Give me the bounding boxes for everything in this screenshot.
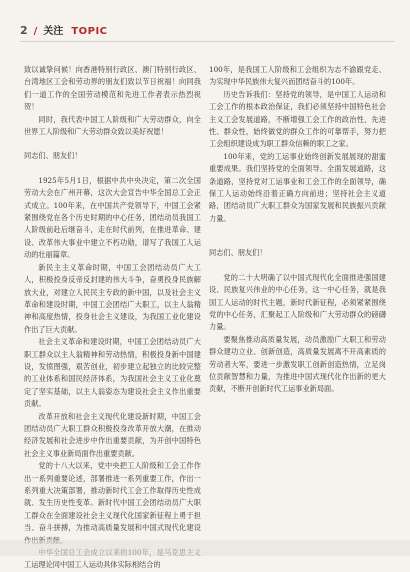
left-column xyxy=(24,64,201,570)
spacer xyxy=(209,225,386,247)
paragraph: 100年来，党的工运事业始终创新发展展现的甜蜜重要成果。我们坚持党的全面领导、全面发展道路，这条道路，坚持党对工运事业和工会工作的全面领导，确保工人运动始终沿着正确方向前进；坚持社会主义道路，团结动员广大职工群众为国家发展和民族振兴贡献力量。 xyxy=(209,151,386,223)
spacer xyxy=(24,138,201,150)
section-title-en: TOPIC xyxy=(71,26,108,37)
article-columns xyxy=(24,64,386,570)
paragraph: 改革开放和社会主义现代化建设新时期，中国工会团结动员广大职工群众积极投身改革开放大潮，在推动经济发展和社会进步中作出重要贡献，为开创中国特色社会主义事业新局面作出重要贡献。 xyxy=(24,411,201,458)
paragraph: 工运理论同中国工人运动具体实际相结合的 xyxy=(24,560,161,570)
page-number: 2 xyxy=(20,24,28,37)
section-title: 关注 xyxy=(43,26,64,37)
paragraph: 新民主主义革命时期，中国工会团结动员广大工人，积极投身反帝反封建的伟大斗争，奋勇投身民族解放大业，对建立人民民主专政的新中国，以及社会主义革命和建设时期，中国工会团结广大职工，以主人翁精神和高度热情，投身社会主义建设，为我国工业化建设作出了巨大贡献。 xyxy=(24,262,201,334)
greeting: 同志们、朋友们！ xyxy=(24,151,82,161)
paragraph: 党的十八大以来，党中央把工人阶级和工会工作作出一系列重要论述，部署推进一系列重要工作，作出一系列重大决策部署，推动新时代工会工作取得历史性成就、发生历史性变革。新时代中国工会团结动员广大职工群众在全面建设社会主义现代化国家新征程上勇于担当、奋斗拼搏，为推动高质量发展和中国式现代化建设 xyxy=(24,461,201,533)
paragraph: 100年，是我国工人阶级和工会组织为志不渝跟党走、为实现中华民族伟大复兴而团结奋斗的100年。 xyxy=(209,65,386,87)
header-divider xyxy=(20,41,395,42)
paragraph: 1925年5月1日，根据中共中央决定，第二次全国劳动大会在广州开幕，这次大会宣告中华全国总工会正式成立。100年来，在中国共产党领导下，中国工会紧紧围绕党在各个历史时期的中心任务，团结动员我国工人阶级前赴后继奋斗，走在时代前列，在推进革命、建设、改革伟大事业中建立不朽功勋，谱写了我国工人运动的壮丽篇章。 xyxy=(24,175,201,260)
paragraph: 党的二十大明确了以中国式现代化全面推进强国建设、民族复兴伟业的中心任务，这一中心任务，就是我国工人运动的时代主题，新时代新征程，必须紧紧围绕党的中心任务，汇聚起工人阶级和广大劳动群众的磅礴力量。 xyxy=(209,272,386,332)
greeting: 同志们、朋友们！ xyxy=(209,248,267,258)
header-slash: / xyxy=(33,26,38,37)
spacer xyxy=(209,260,386,272)
page-footer-band xyxy=(0,540,410,556)
paragraph: 同时，我代表中国工人阶级和广大劳动群众，向全世界工人阶级和广大劳动群众致以美好祝愿！ xyxy=(24,114,201,137)
paragraph: 致以诚挚问候！向香港特别行政区、澳门特别行政区、台湾地区工会和劳动界的朋友们致以节日祝福！向同我们一道工作的全国劳动模范和先进工作者表示热烈祝贺！ xyxy=(24,65,201,112)
paragraph: 历史告诉我们：坚持党的领导，是中国工人运动和工会工作的根本政治保证，我们必须坚持中国特色社会主义工会发展道路，不断增强工会工作的政治性、先进性、群众性，始终做党的群众工作的可靠帮手，努力把工会组织建设成为职工群众信赖的职工之家。 xyxy=(209,89,386,149)
page-header xyxy=(20,22,108,37)
paragraph: 要聚焦推动高质量发展，动员激励广大职工和劳动群众建功立业、创新创造，高质量发展离不开高素质的劳动者大军，要进一步激发职工创新创造热情，立足岗位贡献智慧和力量，为推进中国式现代化作出新的更大贡献，不断开创新时代工运事业新局面。 xyxy=(209,334,386,394)
right-column xyxy=(209,64,386,552)
paragraph: 社会主义革命和建设时期，中国工会团结动员广大职工群众以主人翁精神和劳动热情，积极投身新中国建设，发愤图强，艰苦创业，初步建立起独立的比较完整的工业体系和国民经济体系，为我国社会主义工业化奠定了坚实基础，以主人翁姿态为建设社会主义作出重要贡献。 xyxy=(24,337,201,409)
spacer xyxy=(24,163,201,175)
